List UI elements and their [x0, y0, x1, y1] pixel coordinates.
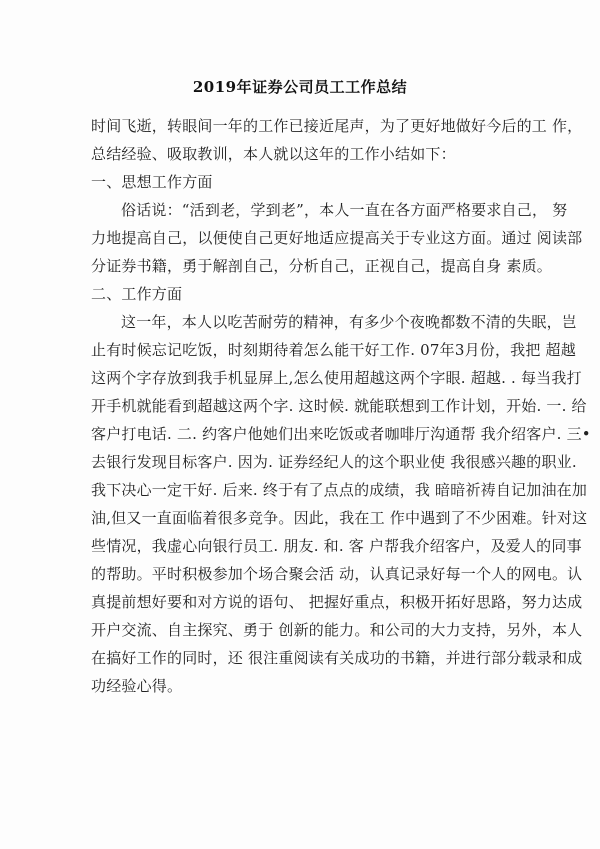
paragraph-line: 的帮助。平时积极参加个场合聚会活 动，认真记录好每一个人的网电。认: [91, 565, 583, 583]
paragraph-line: 油,但又一直面临着很多竞争。因此，我在工 作中遇到了不少困难。针对这: [91, 509, 588, 527]
paragraph-line: 这一年，本人以吃苦耐劳的精神，有多少个夜晚都数不清的失眠，岂: [121, 313, 578, 331]
paragraph-line: 力地提高自己，以便使自己更好地适应提高关于专业这方面。通过 阅读部: [91, 229, 583, 247]
paragraph-line: 开手机就能看到超越这两个字. 这时候. 就能联想到工作计划，开始. 一. 给: [91, 397, 587, 415]
paragraph-line: 我下决心一定干好. 后来. 终于有了点点的成绩，我 暗暗祈祷自记加油在加: [91, 481, 588, 499]
paragraph-line: 开户交流、自主探究、勇于 创新的能力。和公司的大力支持，另外，本人: [91, 621, 583, 639]
paragraph-line: 时间飞逝，转眼间一年的工作已接近尾声，为了更好地做好今后的工 作，: [91, 117, 583, 135]
paragraph-line: 分证券书籍，勇于解剖自己，分析自己，正视自己，提高自身 素质。: [91, 257, 552, 275]
document-title: 2019年证券公司员工工作总结: [192, 78, 408, 96]
paragraph-line: 去银行发现目标客户. 因为. 证券经纪人的这个职业使 我很感兴趣的职业.: [91, 453, 577, 471]
paragraph-line: 真提前想好要和对方说的语句、 把握好重点，积极开拓好思路，努力达成: [91, 593, 583, 611]
section-heading: 二、工作方面: [91, 285, 183, 303]
paragraph-line: 些情况，我虚心向银行员工. 朋友. 和. 客 户帮我介绍客户，及爱人的同事: [91, 537, 582, 555]
paragraph-line: 客户打电话. 二. 约客户他她们出来吃饭或者咖啡厅沟通帮 我介绍客户. 三•: [91, 425, 591, 443]
paragraph-line: 俗话说：“活到老，学到老”，本人一直在各方面严格要求自己， 努: [121, 201, 568, 219]
section-heading: 一、思想工作方面: [91, 173, 213, 191]
paragraph-line: 功经验心得。: [91, 677, 183, 695]
paragraph-line: 止有时候忘记吃饭，时刻期待着怎么能干好工作. 07年3月份，我把 超越: [91, 341, 576, 359]
paragraph-line: 总结经验、吸取教训，本人就以这年的工作小结如下：: [91, 145, 456, 163]
paragraph-line: 在搞好工作的同时，还 很注重阅读有关成功的书籍，并进行部分载录和成: [91, 649, 583, 667]
paragraph-line: 这两个字存放到我手机显屏上,怎么使用超越这两个字眼. 超越. . 每当我打: [91, 369, 582, 387]
